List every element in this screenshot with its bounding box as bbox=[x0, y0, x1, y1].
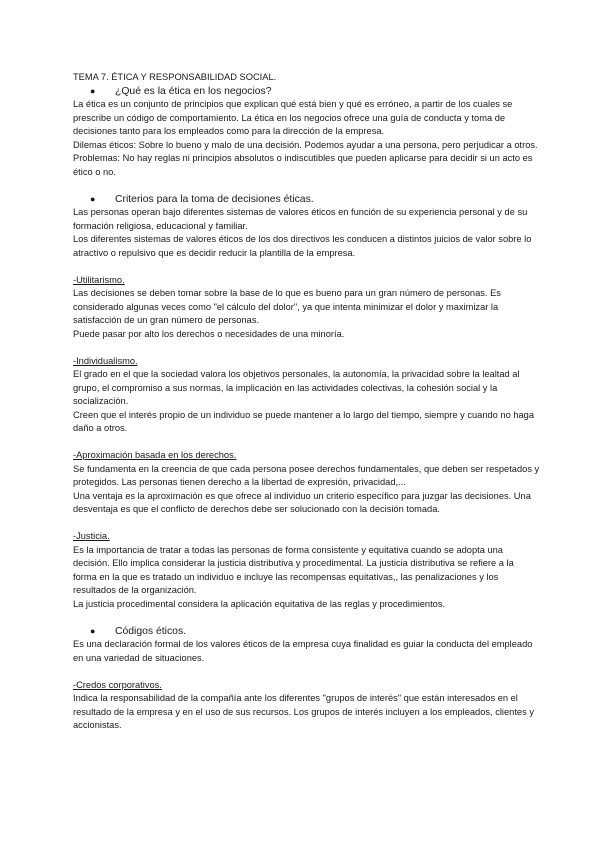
heading-text: Códigos éticos. bbox=[115, 625, 187, 637]
paragraph: Dilemas éticos: Sobre lo bueno y malo de una decisión. Podemos ayudar a una persona, pero perjudicar a otros. bbox=[73, 139, 538, 150]
paragraph: Se fundamenta en la creencia de que cada persona posee derechos fundamentales, que deben ser respetados y protegidos. Las personas tienen derecho a la libertad de expresión, privacidad,... bbox=[73, 463, 540, 487]
paragraph: Una ventaja es la aproximación es que ofrece al individuo un criterio específico para juzgar las decisiones. Una desventaja es que el conflicto de derechos debe ser solucionado con la decisión tomada. bbox=[73, 490, 531, 514]
paragraph: La justicia procedimental considera la aplicación equitativa de las reglas y procedimientos. bbox=[73, 598, 446, 609]
paragraph: El grado en el que la sociedad valora los objetivos personales, la autonomía, la privacidad sobre la lealtad al grupo, el compromiso a sus normas, la implicación en las actividades colectivas, la cohesión social y la socialización. bbox=[73, 369, 520, 406]
paragraph: Es la importancia de tratar a todas las personas de forma consistente y equitativa cuando se adopta una decisión. Ello implica considerar la justicia distributiva y procedimental. La justicia distributiva se refiere a la forma en la que es tratado un individuo e incluye las recompensas equitativas,, las penalizaciones y los resultados de la organización. bbox=[73, 544, 514, 595]
bullet-icon: ● bbox=[90, 625, 96, 636]
bullet-heading-que-es bbox=[73, 85, 540, 99]
section-heading-justicia: -Justicia. bbox=[73, 531, 110, 541]
bullet-icon: ● bbox=[90, 85, 96, 96]
section-heading-utilitarismo: -Utilitarismo. bbox=[73, 274, 125, 285]
paragraph: Es una declaración formal de los valores éticos de la empresa cuya finalidad es guiar la conducta del empleado en una variedad de situaciones. bbox=[73, 639, 533, 663]
paragraph: Las personas operan bajo diferentes sistemas de valores éticos en función de su experiencia personal y de su formación religiosa, educacional y familiar. bbox=[73, 207, 528, 231]
paragraph: Puede pasar por alto los derechos o necesidades de una minoría. bbox=[73, 328, 345, 339]
paragraph: Las decisiones se deben tomar sobre la base de lo que es bueno para un gran número de personas. Es considerado algunas veces como "el cálculo del dolor", ya que intenta minimizar el dolor y maximizar la satisfacción de un gran número de personas. bbox=[73, 288, 501, 325]
section-heading-credos: -Credos corporativos. bbox=[73, 679, 162, 690]
paragraph: La ética es un conjunto de principios que explican qué está bien y qué es erróneo, a partir de los cuales se prescribe un código de comportamiento. La ética en los negocios ofrece una guía de conducta y toma de decisiones tanto para los empleados como para la dirección de la empresa. bbox=[73, 99, 513, 136]
section-heading-derechos: -Aproximación basada en los derechos. bbox=[73, 450, 237, 460]
paragraph: Problemas: No hay reglas ni principios absolutos o indiscutibles que pueden aplicarse para decidir si un acto es ético o no. bbox=[73, 153, 533, 177]
paragraph: Los diferentes sistemas de valores éticos de los dos directivos les conducen a distintos juicios de valor sobre lo atractivo o repulsivo que es decidir reducir la plantilla de la empresa. bbox=[73, 234, 532, 258]
paragraph: Creen que el interés propio de un individuo se puede mantener a lo largo del tiempo, siempre y cuando no haga daño a otros. bbox=[73, 409, 535, 433]
paragraph: Indica la responsabilidad de la compañía ante los diferentes "grupos de interés" que están interesados en el resultado de la empresa y en el uso de sus recursos. Los grupos de interés incluyen a los empleados, clientes y accionistas. bbox=[73, 693, 534, 730]
heading-text: Criterios para la toma de decisiones éticas. bbox=[115, 193, 314, 205]
heading-text: ¿Qué es la ética en los negocios? bbox=[115, 85, 272, 97]
bullet-heading-criterios bbox=[73, 193, 540, 207]
section-heading-individualismo: -Individualismo. bbox=[73, 355, 138, 366]
bullet-icon: ● bbox=[90, 193, 96, 204]
bullet-heading-codigos bbox=[73, 625, 540, 639]
document-title: TEMA 7. ÉTICA Y RESPONSABILIDAD SOCIAL. bbox=[73, 72, 277, 82]
